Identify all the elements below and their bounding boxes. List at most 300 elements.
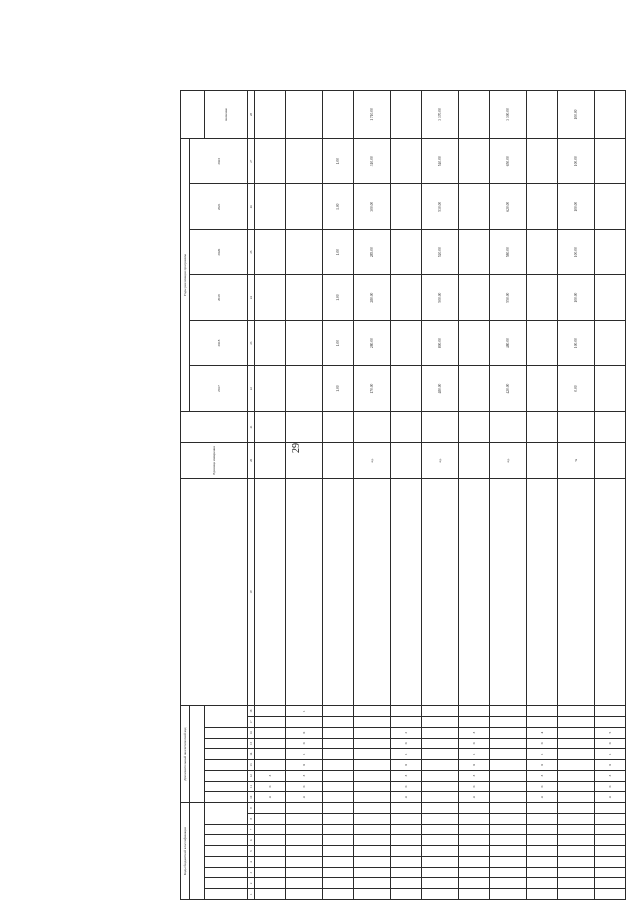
year-value-cell: 540.00: [422, 139, 459, 184]
analytic-subcol: [205, 727, 248, 738]
analytic-code-cell: 0: [286, 760, 323, 771]
unit-cell: [286, 442, 323, 478]
base-year-cell: [323, 411, 354, 442]
year-value-cell: 100.00: [558, 139, 595, 184]
budget-code-cell: [595, 835, 626, 846]
year-value-cell: [459, 229, 490, 274]
year-value-cell: 500.00: [422, 275, 459, 320]
column-number: 12: [248, 770, 255, 781]
budget-code-cell: [527, 867, 558, 878]
analytic-code-cell: 2: [391, 727, 422, 738]
budget-code-cell: [354, 846, 391, 857]
budget-code-cell: [255, 824, 286, 835]
page-number: 29: [291, 443, 302, 453]
analytic-code-cell: 0: [459, 781, 490, 792]
analytic-code-cell: [255, 760, 286, 771]
analytic-code-cell: 0: [255, 781, 286, 792]
budget-code-cell: [595, 824, 626, 835]
year-value-cell: 170.00: [354, 366, 391, 411]
budget-code-cell: [558, 846, 595, 857]
analytic-code-cell: [323, 770, 354, 781]
budget-code-cell: [354, 824, 391, 835]
budget-code-cell: [391, 824, 422, 835]
analytic-code-cell: [255, 738, 286, 749]
analytic-code-cell: [255, 727, 286, 738]
column-number: 26: [248, 184, 255, 229]
budget-code-cell: [323, 846, 354, 857]
year-value-cell: 420.00: [490, 366, 527, 411]
budget-subcol: [205, 856, 248, 867]
budget-code-cell: [323, 856, 354, 867]
analytic-code-cell: 0: [527, 760, 558, 771]
year-value-cell: [527, 320, 558, 365]
indicator-name-cell: [286, 478, 323, 705]
year-value-cell: 480.00: [422, 366, 459, 411]
budget-code-cell: [558, 824, 595, 835]
budget-code-cell: [323, 867, 354, 878]
unit-cell: [255, 442, 286, 478]
budget-code-cell: [255, 803, 286, 814]
analytic-subcol: [205, 781, 248, 792]
unit-cell: [527, 442, 558, 478]
year-value-cell: [459, 139, 490, 184]
analytic-code-cell: 3: [255, 770, 286, 781]
year-value-cell: [255, 139, 286, 184]
analytic-code-cell: 0: [595, 738, 626, 749]
budget-code-cell: [527, 803, 558, 814]
analytic-code-cell: 0: [391, 781, 422, 792]
budget-subcol: [205, 889, 248, 900]
indicator-name-cell: [391, 478, 422, 705]
budget-code-cell: [490, 803, 527, 814]
base-year-cell: [286, 411, 323, 442]
budget-code-cell: [323, 835, 354, 846]
year-value-cell: [391, 320, 422, 365]
analytic-code-cell: [422, 781, 459, 792]
budget-code-cell: [323, 813, 354, 824]
analytic-code-cell: [558, 716, 595, 727]
table-row: [459, 91, 490, 900]
column-number: 3: [248, 867, 255, 878]
analytic-code-cell: [422, 749, 459, 760]
budget-code-cell: [391, 846, 422, 857]
target-value-cell: [391, 91, 422, 139]
indicator-name-cell: [459, 478, 490, 705]
analytic-code-cell: [323, 749, 354, 760]
year-value-cell: [255, 275, 286, 320]
column-number: 14: [248, 749, 255, 760]
analytic-code-cell: 1: [527, 749, 558, 760]
year-value-cell: [286, 229, 323, 274]
indicator-name-cell: [595, 478, 626, 705]
budget-code-cell: [459, 835, 490, 846]
base-year-cell: [255, 411, 286, 442]
analytic-code-cell: [490, 716, 527, 727]
analytic-code-cell: [595, 716, 626, 727]
analytic-code-cell: 0: [595, 760, 626, 771]
analytic-code-cell: [527, 706, 558, 717]
analytic-code-cell: [354, 749, 391, 760]
analytic-code-cell: [558, 706, 595, 717]
year-value-cell: 100.00: [558, 184, 595, 229]
analytic-code-cell: [422, 716, 459, 727]
year-value-cell: 300.00: [354, 184, 391, 229]
budget-code-cell: [490, 846, 527, 857]
analytic-code-cell: [558, 738, 595, 749]
analytic-code-cell: 5: [595, 727, 626, 738]
year-value-cell: 100.00: [558, 229, 595, 274]
analytic-codes-subheader: [190, 706, 205, 803]
analytic-code-cell: 4: [459, 792, 490, 803]
budget-code-cell: [323, 889, 354, 900]
year-value-cell: [255, 184, 286, 229]
budget-code-cell: [527, 878, 558, 889]
analytic-code-cell: [490, 760, 527, 771]
budget-code-cell: [286, 878, 323, 889]
analytic-code-cell: 4: [391, 792, 422, 803]
budget-code-cell: [558, 813, 595, 824]
budget-code-cell: [558, 835, 595, 846]
column-number: 1: [248, 889, 255, 900]
analytic-code-cell: 4: [527, 727, 558, 738]
table-row: [323, 91, 354, 900]
budget-code-cell: [323, 803, 354, 814]
analytic-subcol: [205, 770, 248, 781]
column-number: 7: [248, 824, 255, 835]
budget-code-cell: [354, 867, 391, 878]
target-value-cell: 100.00: [558, 91, 595, 139]
analytic-code-cell: [354, 727, 391, 738]
budget-code-cell: [422, 824, 459, 835]
budget-code-cell: [286, 867, 323, 878]
budget-code-cell: [595, 846, 626, 857]
budget-code-cell: [286, 803, 323, 814]
analytic-subcol: [205, 760, 248, 771]
analytic-code-cell: 3: [459, 727, 490, 738]
analytical-code-header: Дополнительный аналитический код: [181, 706, 190, 803]
analytic-code-cell: [255, 749, 286, 760]
budget-code-cell: [255, 846, 286, 857]
target-value-cell: [595, 91, 626, 139]
unit-cell: %: [558, 442, 595, 478]
years-header: Годы реализации программы: [181, 139, 190, 412]
analytic-code-cell: 3: [391, 770, 422, 781]
analytic-code-cell: [490, 706, 527, 717]
analytic-code-cell: [422, 727, 459, 738]
table-row: [422, 91, 459, 900]
base-year-cell: [422, 411, 459, 442]
budget-code-cell: [255, 878, 286, 889]
target-value-cell: 3 370.00: [422, 91, 459, 139]
analytic-code-cell: [558, 792, 595, 803]
analytic-code-cell: [558, 727, 595, 738]
year-value-cell: [286, 320, 323, 365]
analytic-code-cell: 3: [286, 770, 323, 781]
analytic-code-cell: [490, 781, 527, 792]
year-value-cell: 280.00: [354, 320, 391, 365]
year-value-cell: 1.00: [323, 139, 354, 184]
year-value-cell: [527, 139, 558, 184]
year-value-cell: [595, 366, 626, 411]
column-number: 23: [248, 320, 255, 365]
budget-code-cell: [354, 878, 391, 889]
column-number: 9: [248, 803, 255, 814]
budget-code-cell: [490, 867, 527, 878]
budget-code-cell: [422, 878, 459, 889]
column-number: 22: [248, 366, 255, 411]
analytic-code-cell: 4: [595, 792, 626, 803]
indicator-name-cell: [354, 478, 391, 705]
budget-code-cell: [286, 824, 323, 835]
budget-code-cell: [422, 835, 459, 846]
year-value-cell: [391, 275, 422, 320]
base-year-cell: [527, 411, 558, 442]
unit-cell: ед.: [422, 442, 459, 478]
analytic-code-cell: [323, 706, 354, 717]
analytic-code-cell: [255, 716, 286, 727]
base-year-cell: [391, 411, 422, 442]
budget-code-cell: [459, 813, 490, 824]
unit-cell: [391, 442, 422, 478]
budget-code-cell: [459, 867, 490, 878]
budget-code-cell: [459, 856, 490, 867]
target-value-cell: [323, 91, 354, 139]
base-year-cell: [459, 411, 490, 442]
year-value-cell: 580.00: [490, 229, 527, 274]
budget-code-cell: [286, 813, 323, 824]
analytic-code-cell: [595, 706, 626, 717]
column-number: 17: [248, 716, 255, 727]
target-value-cell: 3 300.00: [490, 91, 527, 139]
unit-cell: ед.: [354, 442, 391, 478]
year-value-cell: [527, 366, 558, 411]
budget-code-cell: [354, 856, 391, 867]
year-value-cell: [527, 229, 558, 274]
column-number: 6: [248, 835, 255, 846]
year-value-cell: [595, 184, 626, 229]
budget-code-cell: [354, 835, 391, 846]
analytic-code-cell: 1: [595, 749, 626, 760]
base-year-header: [181, 411, 248, 442]
budget-code-cell: [459, 878, 490, 889]
budget-code-cell: [255, 867, 286, 878]
budget-code-cell: [490, 889, 527, 900]
budget-subcol: [205, 835, 248, 846]
year-value-cell: 1.00: [323, 229, 354, 274]
year-value-cell: 100.00: [558, 275, 595, 320]
analytic-code-cell: [354, 716, 391, 727]
analytic-code-cell: 0: [595, 781, 626, 792]
analytic-code-cell: [422, 760, 459, 771]
budget-code-cell: [391, 889, 422, 900]
analytic-code-cell: [391, 706, 422, 717]
year-value-cell: [286, 366, 323, 411]
budget-code-cell: [354, 803, 391, 814]
column-number: 24: [248, 275, 255, 320]
analytic-code-cell: 0: [286, 727, 323, 738]
target-value-subheader: значение: [205, 91, 248, 139]
year-value-cell: 280.00: [354, 275, 391, 320]
budget-code-cell: [391, 813, 422, 824]
analytic-code-cell: [527, 716, 558, 727]
target-value-cell: 1 710.00: [354, 91, 391, 139]
budget-code-cell: [422, 867, 459, 878]
budget-code-cell: [459, 889, 490, 900]
column-number: 20: [248, 442, 255, 478]
table-row: [527, 91, 558, 900]
column-number: 2: [248, 878, 255, 889]
year-2021: 2021: [190, 184, 248, 229]
analytic-code-cell: [354, 738, 391, 749]
year-value-cell: 550.00: [490, 275, 527, 320]
budget-code-cell: [527, 835, 558, 846]
analytic-code-cell: 3: [527, 770, 558, 781]
analytic-code-cell: 4: [527, 792, 558, 803]
year-value-cell: [255, 320, 286, 365]
table-row: [490, 91, 527, 900]
analytic-code-cell: [558, 770, 595, 781]
analytic-code-cell: [490, 749, 527, 760]
column-number: 4: [248, 856, 255, 867]
budget-code-cell: [391, 867, 422, 878]
budget-code-cell: [595, 867, 626, 878]
table-row: [558, 91, 595, 900]
analytic-code-cell: [558, 749, 595, 760]
budget-code-cell: [558, 878, 595, 889]
budget-code-cell: [391, 856, 422, 867]
column-number: 5: [248, 846, 255, 857]
year-value-cell: 1.00: [323, 184, 354, 229]
column-number: 25: [248, 229, 255, 274]
budget-code-cell: [286, 889, 323, 900]
analytic-code-cell: [422, 792, 459, 803]
analytic-code-cell: [323, 792, 354, 803]
analytic-code-cell: [490, 770, 527, 781]
column-number: 10: [248, 792, 255, 803]
table-row: [286, 91, 323, 900]
analytic-code-cell: [323, 716, 354, 727]
year-value-cell: 800.00: [422, 320, 459, 365]
budget-code-cell: [391, 878, 422, 889]
year-value-cell: [255, 229, 286, 274]
budget-code-cell: [490, 878, 527, 889]
analytic-code-cell: [459, 706, 490, 717]
budget-code-cell: [527, 813, 558, 824]
budget-code-cell: [286, 856, 323, 867]
year-value-cell: [286, 184, 323, 229]
year-value-cell: [286, 139, 323, 184]
budget-code-cell: [527, 824, 558, 835]
analytic-code-cell: 3: [595, 770, 626, 781]
budget-code-cell: [595, 803, 626, 814]
column-number: 11: [248, 781, 255, 792]
year-value-cell: 520.00: [422, 229, 459, 274]
year-value-cell: [595, 275, 626, 320]
analytic-code-cell: [354, 792, 391, 803]
analytic-code-cell: 4: [286, 792, 323, 803]
analytic-code-cell: 4: [255, 792, 286, 803]
analytic-code-cell: [490, 792, 527, 803]
analytic-code-cell: [323, 727, 354, 738]
budget-code-cell: [323, 878, 354, 889]
budget-code-cell: [490, 824, 527, 835]
analytic-code-cell: 0: [286, 781, 323, 792]
budget-code-cell: [422, 803, 459, 814]
year-value-cell: [459, 320, 490, 365]
year-value-cell: [459, 275, 490, 320]
analytic-code-cell: 0: [459, 738, 490, 749]
year-value-cell: [391, 184, 422, 229]
year-2017: 2017: [190, 366, 248, 411]
column-number: 21: [248, 411, 255, 442]
analytic-code-cell: 1: [286, 706, 323, 717]
year-value-cell: 0.00: [558, 366, 595, 411]
analytic-code-cell: [558, 781, 595, 792]
budget-code-cell: [558, 889, 595, 900]
column-number: 13: [248, 760, 255, 771]
budget-code-cell: [595, 856, 626, 867]
year-value-cell: [255, 366, 286, 411]
analytic-code-cell: [354, 706, 391, 717]
year-2022: 2022: [190, 139, 248, 184]
analytic-code-cell: [354, 770, 391, 781]
unit-cell: [459, 442, 490, 478]
year-value-cell: 650.00: [490, 139, 527, 184]
analytic-code-cell: [323, 738, 354, 749]
budget-code-cell: [595, 889, 626, 900]
analytic-code-cell: 0: [459, 760, 490, 771]
budget-code-cell: [490, 856, 527, 867]
analytic-code-cell: [323, 760, 354, 771]
budget-code-cell: [354, 813, 391, 824]
indicator-name-cell: [490, 478, 527, 705]
analytic-subcol: [205, 738, 248, 749]
year-value-cell: 310.00: [354, 139, 391, 184]
analytic-code-cell: 3: [459, 770, 490, 781]
year-value-cell: [595, 320, 626, 365]
column-number: 19: [248, 478, 255, 705]
analytic-code-cell: [391, 716, 422, 727]
analytic-code-cell: 1: [459, 749, 490, 760]
year-value-cell: [286, 275, 323, 320]
year-value-cell: 100.00: [558, 320, 595, 365]
year-value-cell: [391, 229, 422, 274]
budget-codes-subheader: [190, 803, 205, 900]
analytic-code-cell: 0: [391, 738, 422, 749]
year-value-cell: 1.00: [323, 366, 354, 411]
budget-code-cell: [527, 889, 558, 900]
budget-subcol: [205, 846, 248, 857]
analytic-code-cell: [255, 706, 286, 717]
column-number: 27: [248, 139, 255, 184]
budget-code-cell: [527, 856, 558, 867]
indicator-name-cell: [558, 478, 595, 705]
analytic-subcol: [205, 706, 248, 728]
budget-code-cell: [323, 824, 354, 835]
indicator-name-cell: [422, 478, 459, 705]
analytic-code-cell: [558, 760, 595, 771]
document-sheet: [180, 90, 612, 900]
budget-subcol: [205, 803, 248, 825]
analytic-subcol: [205, 749, 248, 760]
year-2020: 2020: [190, 229, 248, 274]
year-value-cell: [391, 366, 422, 411]
analytic-code-cell: [286, 716, 323, 727]
analytic-code-cell: 0: [527, 781, 558, 792]
unit-cell: [323, 442, 354, 478]
indicator-name-header: [181, 478, 248, 705]
indicator-name-cell: [527, 478, 558, 705]
